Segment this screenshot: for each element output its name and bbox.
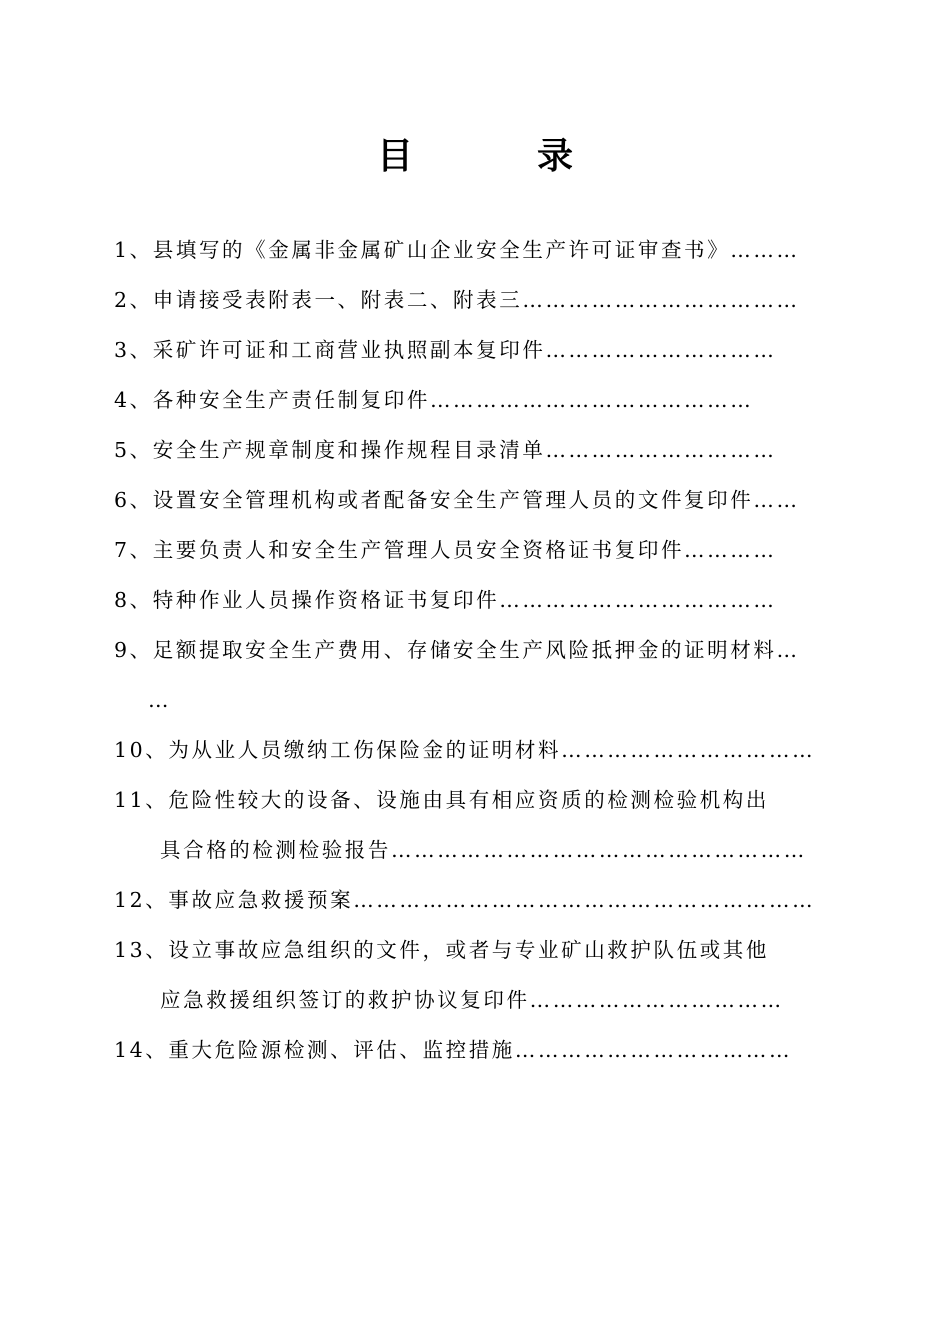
toc-item-7 — [114, 540, 776, 561]
toc-item-13-continuation: 应急救援组织签订的救护协议复印件…………………………… — [160, 988, 784, 1012]
toc-item-text: 危险性较大的设备、设施由具有相应资质的检测检验机构出 — [168, 788, 769, 812]
toc-item-text: 足额提取安全生产费用、存储安全生产风险抵押金的证明材料… — [152, 638, 800, 662]
toc-item-number: 10、 — [114, 738, 169, 762]
toc-item-6 — [114, 490, 800, 511]
toc-item-11 — [114, 790, 769, 811]
toc-item-number: 6、 — [114, 488, 153, 512]
toc-item-text: 特种作业人员操作资格证书复印件……………………………… — [152, 588, 777, 612]
toc-item-text: 为从业人员缴纳工伤保险金的证明材料…………………………… — [168, 738, 816, 762]
toc-item-text: 主要负责人和安全生产管理人员安全资格证书复印件………… — [152, 538, 777, 562]
toc-item-10 — [114, 740, 815, 761]
toc-item-number: 9、 — [114, 638, 153, 662]
toc-item-number: 7、 — [114, 538, 153, 562]
toc-item-text: 事故应急救援预案…………………………………………………… — [168, 888, 816, 912]
toc-item-number: 12、 — [114, 888, 169, 912]
toc-item-number: 4、 — [114, 388, 153, 412]
toc-item-number: 8、 — [114, 588, 153, 612]
toc-item-12 — [114, 890, 815, 911]
toc-item-11-continuation: 具合格的检测检验报告……………………………………………… — [160, 838, 807, 862]
toc-item-13 — [114, 940, 769, 961]
toc-item-text: 申请接受表附表一、附表二、附表三……………………………… — [152, 288, 800, 312]
toc-item-number: 13、 — [114, 938, 169, 962]
toc-item-5 — [114, 440, 776, 461]
toc-item-text: 采矿许可证和工商营业执照副本复印件………………………… — [152, 338, 777, 362]
toc-item-text: 重大危险源检测、评估、监控措施……………………………… — [168, 1038, 793, 1062]
toc-item-number: 5、 — [114, 438, 153, 462]
toc-item-text: 设立事故应急组织的文件，或者与专业矿山救护队伍或其他 — [168, 938, 769, 962]
toc-item-number: 11、 — [114, 788, 169, 812]
toc-item-1 — [114, 240, 800, 261]
toc-item-text: 设置安全管理机构或者配备安全生产管理人员的文件复印件…… — [152, 488, 800, 512]
toc-item-3 — [114, 340, 776, 361]
toc-item-2 — [114, 290, 800, 311]
toc-item-8 — [114, 590, 776, 611]
toc-item-9-continuation: … — [148, 688, 172, 712]
toc-item-4 — [114, 390, 753, 411]
toc-item-text: 各种安全生产责任制复印件…………………………………… — [152, 388, 754, 412]
toc-item-number: 14、 — [114, 1038, 169, 1062]
page-title: 目 录 — [376, 136, 617, 177]
toc-item-text: 安全生产规章制度和操作规程目录清单………………………… — [152, 438, 777, 462]
toc-item-text: 县填写的《金属非金属矿山企业安全生产许可证审查书》……… — [152, 238, 800, 262]
toc-item-number: 2、 — [114, 288, 153, 312]
toc-item-14 — [114, 1040, 792, 1061]
toc-item-number: 1、 — [114, 238, 153, 262]
toc-item-number: 3、 — [114, 338, 153, 362]
toc-item-9 — [114, 640, 800, 661]
